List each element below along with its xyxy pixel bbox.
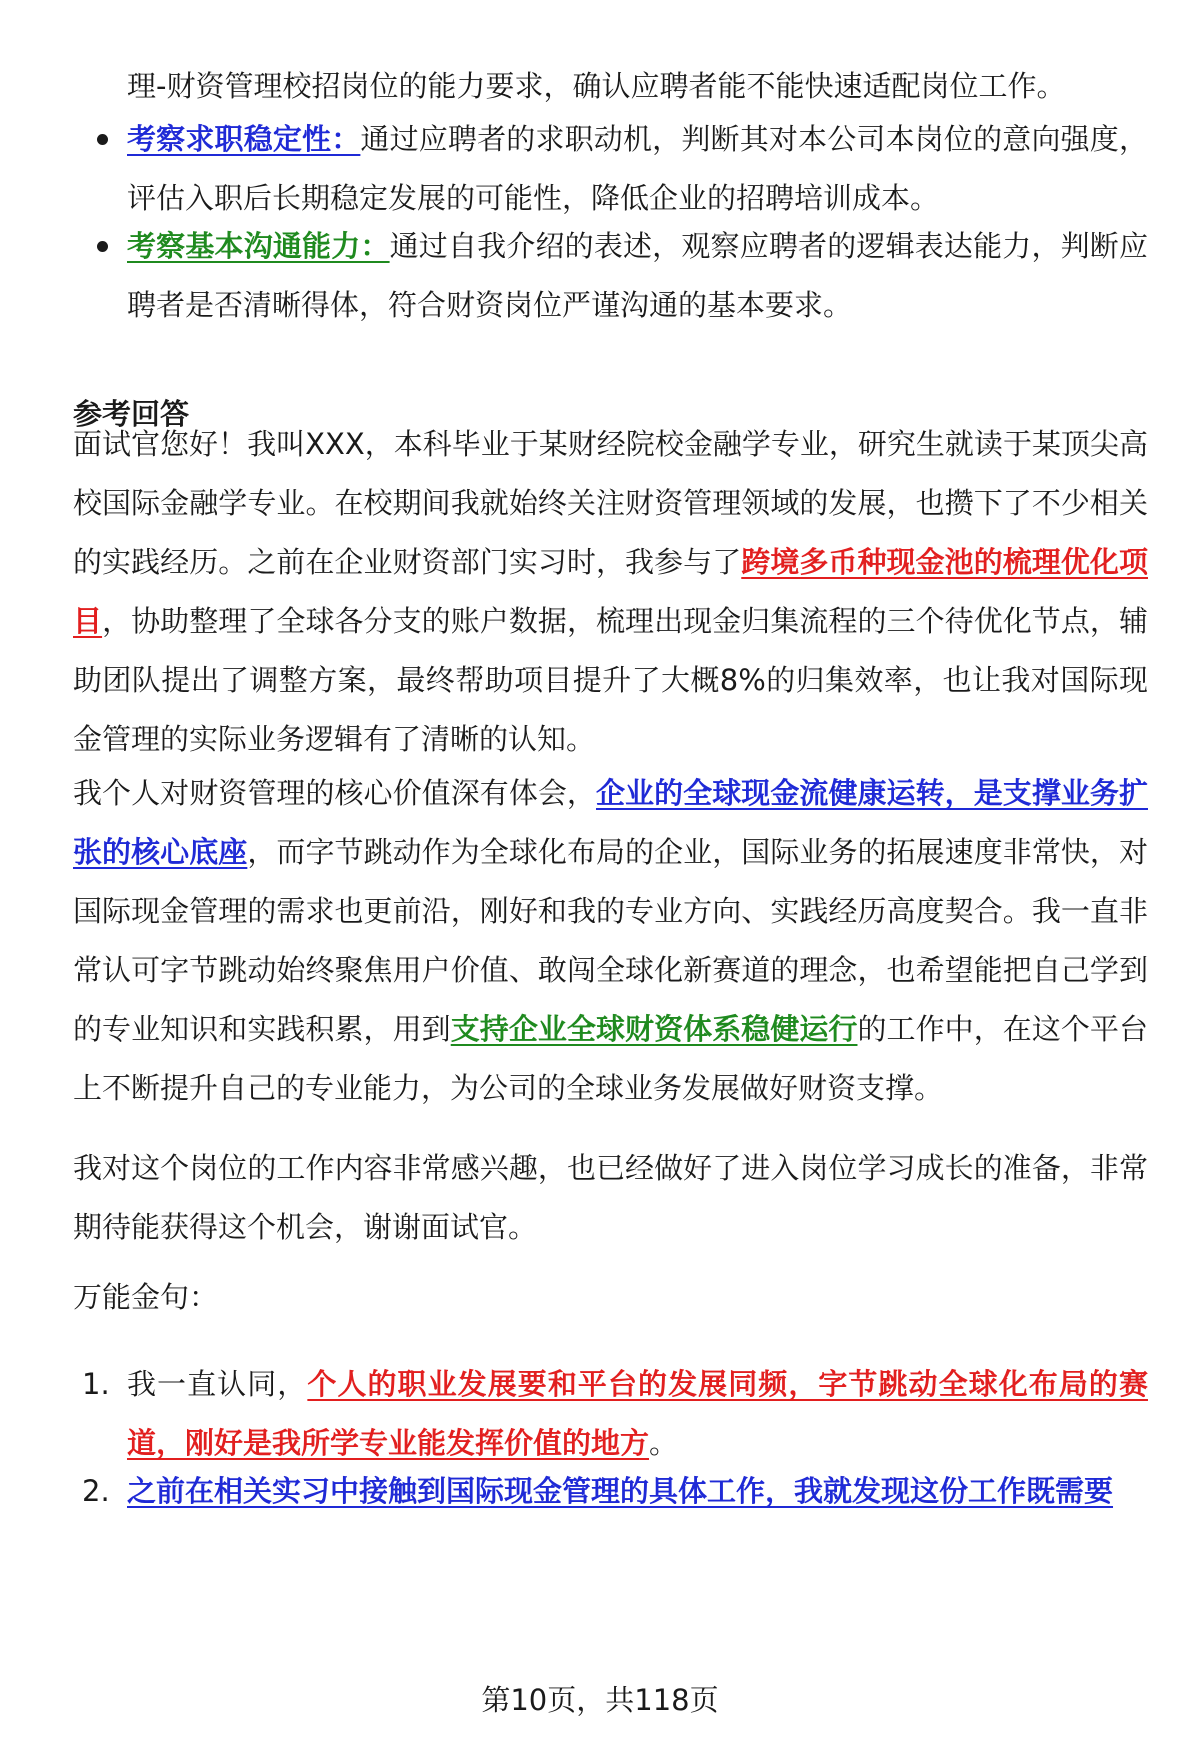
page-number-footer: 第10页，共118页	[481, 1683, 719, 1717]
list-number: 1.	[82, 1367, 110, 1401]
list-number: 2.	[82, 1474, 110, 1508]
keyword-internship-experience: 之前在相关实习中接触到国际现金管理的具体工作，我就发现这份工作既需要	[127, 1474, 1114, 1508]
answer-paragraph-3: 我对这个岗位的工作内容非常感兴趣，也已经做好了进入岗位学习成长的准备，非常期待能获得这个机会，谢谢面试官。	[73, 1151, 1148, 1244]
keyword-cash-pool-project: 跨境多币种现金池的梳理优化项目	[73, 545, 1148, 638]
paragraph-continuation: 理-财资管理校招岗位的能力要求，确认应聘者能不能快速适配岗位工作。	[127, 69, 1066, 103]
keyword-career-platform: 个人的职业发展要和平台的发展同频，字节跳动全球化布局的赛道，刚好是我所学专业能发挥价值的地方	[127, 1367, 1148, 1460]
bullet-dot	[97, 241, 108, 252]
bullet-item-stability: 考察求职稳定性：通过应聘者的求职动机，判断其对本公司本岗位的意向强度，评估入职后长期稳定发展的可能性，降低企业的招聘培训成本。	[127, 122, 1148, 215]
golden-sentences-title: 万能金句：	[73, 1280, 219, 1314]
answer-paragraph-2: 我个人对财资管理的核心价值深有体会，企业的全球现金流健康运转，是支撑业务扩张的核心底座，而字节跳动作为全球化布局的企业，国际业务的拓展速度非常快，对国际现金管理的需求也更前沿，刚好和我的专业方向、实践经历高度契合。我一直非常认可字节跳动始终聚焦用户价值、敢闯全球化新赛道的理念，也希望能把自己学到的专业知识和实践积累，用到支持企业全球财资体系稳健运行的工作中，在这个平台上不断提升自己的专业能力，为公司的全球业务发展做好财资支撑。	[73, 776, 1148, 1105]
keyword-stability: 考察求职稳定性：	[127, 122, 361, 156]
section-heading: 参考回答	[73, 397, 190, 431]
keyword-communication: 考察基本沟通能力：	[127, 229, 390, 263]
answer-paragraph-1: 面试官您好！我叫XXX，本科毕业于某财经院校金融学专业，研究生就读于某顶尖高校国际金融学专业。在校期间我就始终关注财资管理领域的发展，也攒下了不少相关的实践经历。之前在企业财资部门实习时，我参与了跨境多币种现金池的梳理优化项目，协助整理了全球各分支的账户数据，梳理出现金归集流程的三个待优化节点，辅助团队提出了调整方案，最终帮助项目提升了大概8%的归集效率，也让我对国际现金管理的实际业务逻辑有了清晰的认知。	[73, 427, 1148, 756]
bullet-dot	[97, 134, 108, 145]
golden-item-1: 我一直认同，个人的职业发展要和平台的发展同频，字节跳动全球化布局的赛道，刚好是我所学专业能发挥价值的地方。	[127, 1367, 1148, 1460]
bullet-item-communication: 考察基本沟通能力：通过自我介绍的表述，观察应聘者的逻辑表达能力，判断应聘者是否清晰得体，符合财资岗位严谨沟通的基本要求。	[127, 229, 1148, 322]
golden-item-2	[127, 1462, 1148, 1521]
keyword-treasury-system: 支持企业全球财资体系稳健运行	[450, 1012, 858, 1046]
keyword-global-cashflow: 企业的全球现金流健康运转，是支撑业务扩张的核心底座	[73, 776, 1148, 869]
